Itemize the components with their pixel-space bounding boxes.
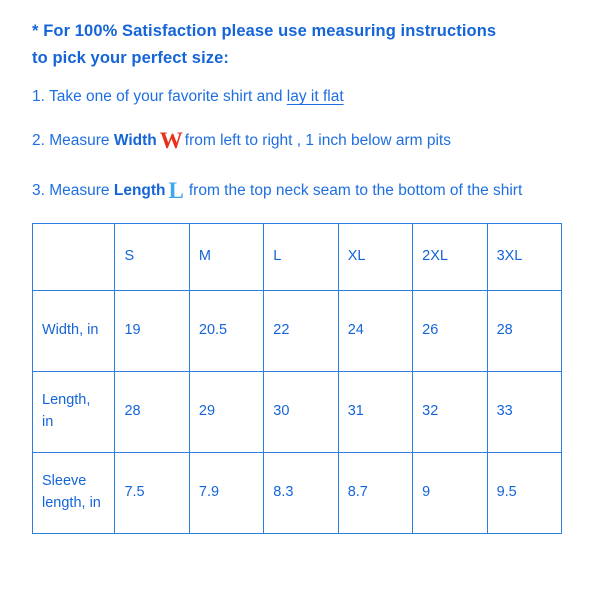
cell-length-2xl: 32	[413, 371, 487, 452]
row-label-width: Width, in	[33, 290, 115, 371]
cell-width-xl: 24	[338, 290, 412, 371]
table-header-row	[33, 223, 562, 290]
column-header-2xl: 2XL	[413, 223, 487, 290]
column-header-xl: XL	[338, 223, 412, 290]
row-label-sleeve-length: Sleeve length, in	[33, 452, 115, 533]
step-1	[32, 85, 572, 109]
cell-width-m: 20.5	[189, 290, 263, 371]
step-2-emphasis: Width	[113, 132, 157, 150]
headline-line-2: to pick your perfect size:	[32, 48, 229, 67]
step-2	[32, 123, 572, 159]
cell-width-s: 19	[115, 290, 189, 371]
cell-length-m: 29	[189, 371, 263, 452]
cell-width-2xl: 26	[413, 290, 487, 371]
headline-line-1: * For 100% Satisfaction please use measuring instructions	[32, 22, 497, 40]
column-header-s: S	[115, 223, 189, 290]
step-1-underlined-text: lay it flat	[286, 88, 344, 106]
length-glyph-icon: L	[168, 178, 184, 204]
step-3-number: 3.	[32, 182, 45, 200]
cell-sleeve-2xl: 9	[413, 452, 487, 533]
cell-width-3xl: 28	[487, 290, 561, 371]
cell-width-l: 22	[264, 290, 338, 371]
width-glyph-icon: W	[159, 128, 182, 154]
cell-sleeve-l: 8.3	[264, 452, 338, 533]
size-table	[32, 223, 562, 534]
cell-length-xl: 31	[338, 371, 412, 452]
table-row	[33, 371, 562, 452]
step-3	[32, 173, 572, 209]
table-row	[33, 290, 562, 371]
cell-length-l: 30	[264, 371, 338, 452]
row-label-length: Length, in	[33, 371, 115, 452]
step-2-number: 2.	[32, 132, 45, 150]
column-header-m: M	[189, 223, 263, 290]
table-row	[33, 452, 562, 533]
cell-length-s: 28	[115, 371, 189, 452]
step-1-text-before: Take one of your favorite shirt and	[44, 88, 287, 106]
step-3-text-after: from the top neck seam to the bottom of the shirt	[188, 182, 523, 200]
step-2-text-after: from left to right , 1 inch below arm pits	[184, 132, 451, 150]
table-corner-cell	[33, 223, 115, 290]
cell-sleeve-3xl: 9.5	[487, 452, 561, 533]
instruction-steps	[32, 85, 572, 208]
column-header-l: L	[264, 223, 338, 290]
cell-length-3xl: 33	[487, 371, 561, 452]
step-3-text-before: Measure	[44, 182, 114, 200]
headline	[32, 18, 572, 71]
cell-sleeve-xl: 8.7	[338, 452, 412, 533]
column-header-3xl: 3XL	[487, 223, 561, 290]
cell-sleeve-m: 7.9	[189, 452, 263, 533]
cell-sleeve-s: 7.5	[115, 452, 189, 533]
step-2-text-before: Measure	[44, 132, 114, 150]
step-1-number: 1.	[32, 88, 45, 106]
step-3-emphasis: Length	[113, 182, 166, 200]
